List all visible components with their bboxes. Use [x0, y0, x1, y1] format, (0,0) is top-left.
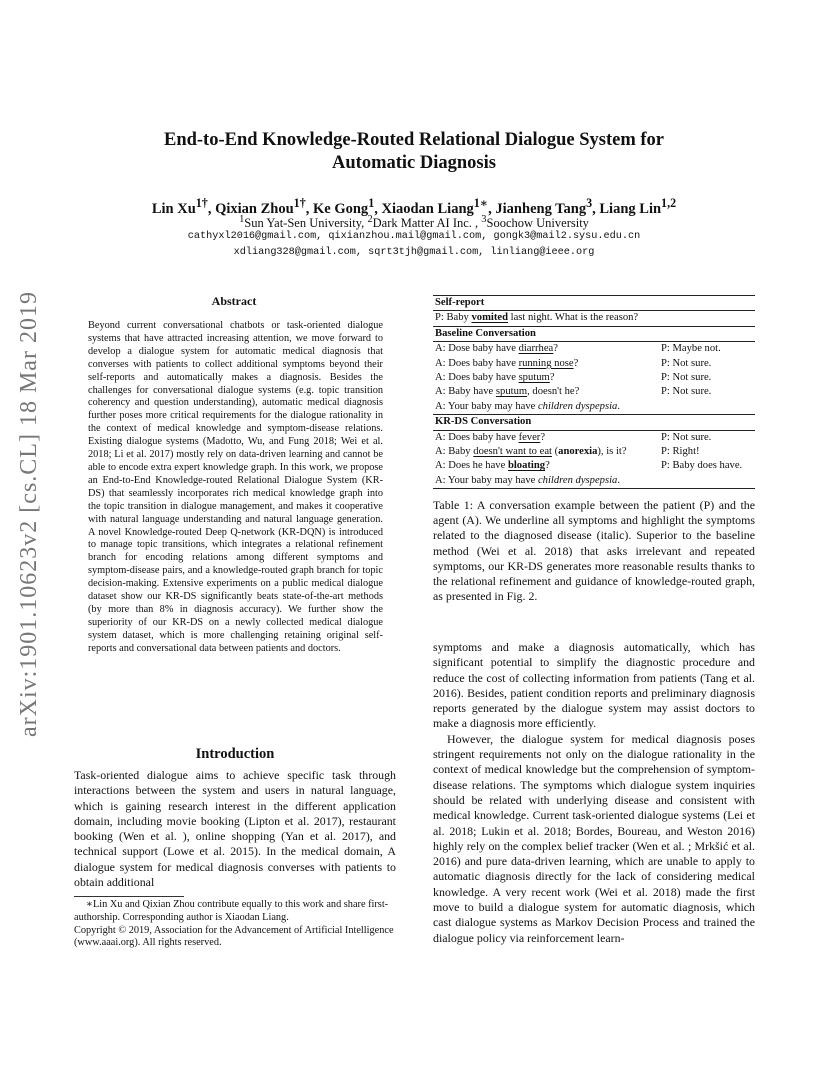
table-row: A: Your baby may have children dyspepsia. — [435, 400, 620, 412]
email-line-1: cathyxl2016@gmail.com, qixianzhou.mail@gmail.com, gongk3@mail2.sysu.edu.cn — [187, 231, 641, 242]
abstract-heading: Abstract — [211, 294, 257, 308]
abstract-text: Beyond current conversational chatbots or task-oriented dialogue systems that have attracted increasing attention, we move forward to develop a dialogue system for automatic medical diagnosis that converses with patients to collect additional symptoms beyond their self-reports and automatically makes a diagnosis. Besides the challenges for conversational dialogue systems (e.g. topic transition coherency and question understanding), automatic medical diagnosis further poses more critical requirements for the dialogue rationality in the context of medical knowledge and symptom-disease relations. Existing dialogue systems (Madotto, Wu, and Fung 2018; Wei et al. 2018; Li et al. 2017) mostly rely on data-driven learning and cannot be able to encode extra expert knowledge graph. In this work, we propose an End-to-End Knowledge-routed Relational Dialogue System (KR-DS) that seamlessly incorporates rich medical knowledge graph into the topic transition in dialogue management, and makes it cooperative with natural language understanding and natural language generation. A novel Knowledge-routed Deep Q-network (KR-DQN) is introduced to manage topic transitions, which integrates a relational refinement branch for encoding relations among different symptoms and symptom-disease pairs, and a knowledge-routed graph branch for topic decision-making. Extensive experiments on a public medical dialogue dataset show our KR-DS significantly beats state-of-the-art methods (by more than 8% in diagnosis accuracy). We further show the superiority of our KR-DS on a newly collected medical dialogue system dataset, which is more challenging retaining original self-reports and conversational data between patients and doctors. — [88, 320, 383, 654]
author: Liang Lin$^{1,2}$ — [599, 196, 677, 217]
footnote-copyright: Copyright © 2019, Association for the Advancement of Artificial Intelligence (www.aaai.org). All rights reserved. — [74, 924, 394, 949]
email-line-2: xdliang328@gmail.com, sqrt3tjh@gmail.com, linliang@ieee.org — [233, 247, 595, 258]
author-list: Lin $Xu^{1\dagger}$, Qixian Zhou$^{1\dagger}$, Ke Gong$^1$, Xiaodan Liang$^{1∗}$, Jianheng Tang$^3$, Liang Lin$^{1,2}$ — [151, 196, 677, 217]
paper-title — [120, 129, 708, 175]
right-column-text — [433, 640, 755, 946]
table-row: A: Baby have sputum, doesn't he? P: Not sure. — [435, 386, 712, 398]
table-section-label: Baseline Conversation — [435, 327, 536, 339]
footnote — [74, 899, 396, 950]
author: Xiaodan Liang$^{1∗}$ — [381, 196, 489, 217]
table-row: A: Baby doesn't want to eat (anorexia), is it? P: Right! — [435, 446, 700, 458]
table-row: A: Does baby have running nose? P: Not sure. — [435, 357, 712, 369]
table-caption: Table 1: A conversation example between the patient (P) and the agent (A). We underline all symptoms and highlight the symptoms related to the diagnosed disease (italic). Superior to the baseline method (Wei et al. 2018) that asks irrelevant and repeated symptoms, our KR-DS generates more reasonable results thanks to the relational refinement and guidance of knowledge-routed graph, as presented in Fig. 2. — [433, 498, 755, 604]
introduction-text: Task-oriented dialogue aims to achieve specific task through interactions between the system and users in natural language, which is gaining research interest in the different application domain, including movie booking (Lipton et al. 2017), restaurant booking (Wen et al. ), online shopping (Yan et al. 2017), and technical support (Lowe et al. 2015). In the medical domain, A dialogue system for medical diagnosis converses with patients to obtain additional — [74, 768, 396, 890]
author: Lin $Xu^{1\dagger}$ — [151, 196, 208, 217]
author-emails — [60, 229, 768, 261]
title-line-1: End-to-End Knowledge-Routed Relational Dialogue System for — [163, 130, 665, 150]
table-row: A: Your baby may have children dyspepsia. — [435, 474, 620, 486]
table-rule — [433, 488, 755, 489]
conversation-table — [433, 295, 755, 489]
author: Qixian Zhou$^{1\dagger}$ — [215, 196, 306, 217]
table-row: P: Baby vomited last night. What is the reason? — [435, 312, 639, 324]
author: Ke Gong$^1$ — [313, 196, 375, 217]
author: Jianheng Tang$^3$ — [495, 196, 593, 217]
table-row: A: Does baby have sputum? P: Not sure. — [435, 372, 712, 384]
footnote-authorship: ∗Lin Xu and Qixian Zhou contribute equally to this work and share first-authorship. Corresponding author is Xiaodan Liang. — [74, 899, 389, 923]
affiliations: $^1$Sun Yat-Sen University, $^2$Dark Matter AI Inc. , $^3$Soochow University — [239, 214, 589, 231]
table-row: A: Does he have bloating? P: Baby does have. — [435, 460, 743, 472]
table-row: A: Does baby have fever? P: Not sure. — [435, 431, 712, 443]
paragraph: However, the dialogue system for medical diagnosis poses stringent requirements not only on the dialogue rationality in the context of medical knowledge but the comprehension of symptom-disease relations. The symptoms which dialogue system inquiries should be related with underlying disease and consistent with medical knowledge. Current task-oriented dialogue systems (Lei et al. 2018; Lukin et al. 2018; Bordes, Boureau, and Weston 2016) highly rely on the complex belief tracker (Wen et al. ; Mrkšić et al. 2016) and pure data-driven learning, which are unable to apply to automatic diagnosis directly for the lack of considering medical knowledge. A very recent work (Wei et al. 2018) made the first move to build a dialogue system for automatic diagnosis, which cast dialogue systems as Markov Decision Process and trained the dialogue policy via reinforcement learn- — [433, 731, 755, 945]
title-line-2: Automatic Diagnosis — [332, 153, 496, 173]
table-section-label: Self-report — [435, 297, 485, 308]
table-row: A: Dose baby have diarrhea? P: Maybe not. — [435, 343, 721, 355]
table-section-label: KR-DS Conversation — [435, 416, 532, 428]
introduction-heading: Introduction — [195, 746, 275, 762]
footnote-divider — [74, 896, 184, 897]
arxiv-stamp: arXiv:1901.10623v2 [cs.CL] 18 Mar 2019 — [16, 291, 42, 737]
paragraph: symptoms and make a diagnosis automatically, which has significant potential to simplify the diagnostic procedure and reduce the cost of collecting information from patients (Tang et al. 2016). Besides, patient condition reports and preliminary diagnosis reports generated by the dialogue system may assist doctors to make a diagnosis more efficiently. — [433, 640, 755, 731]
